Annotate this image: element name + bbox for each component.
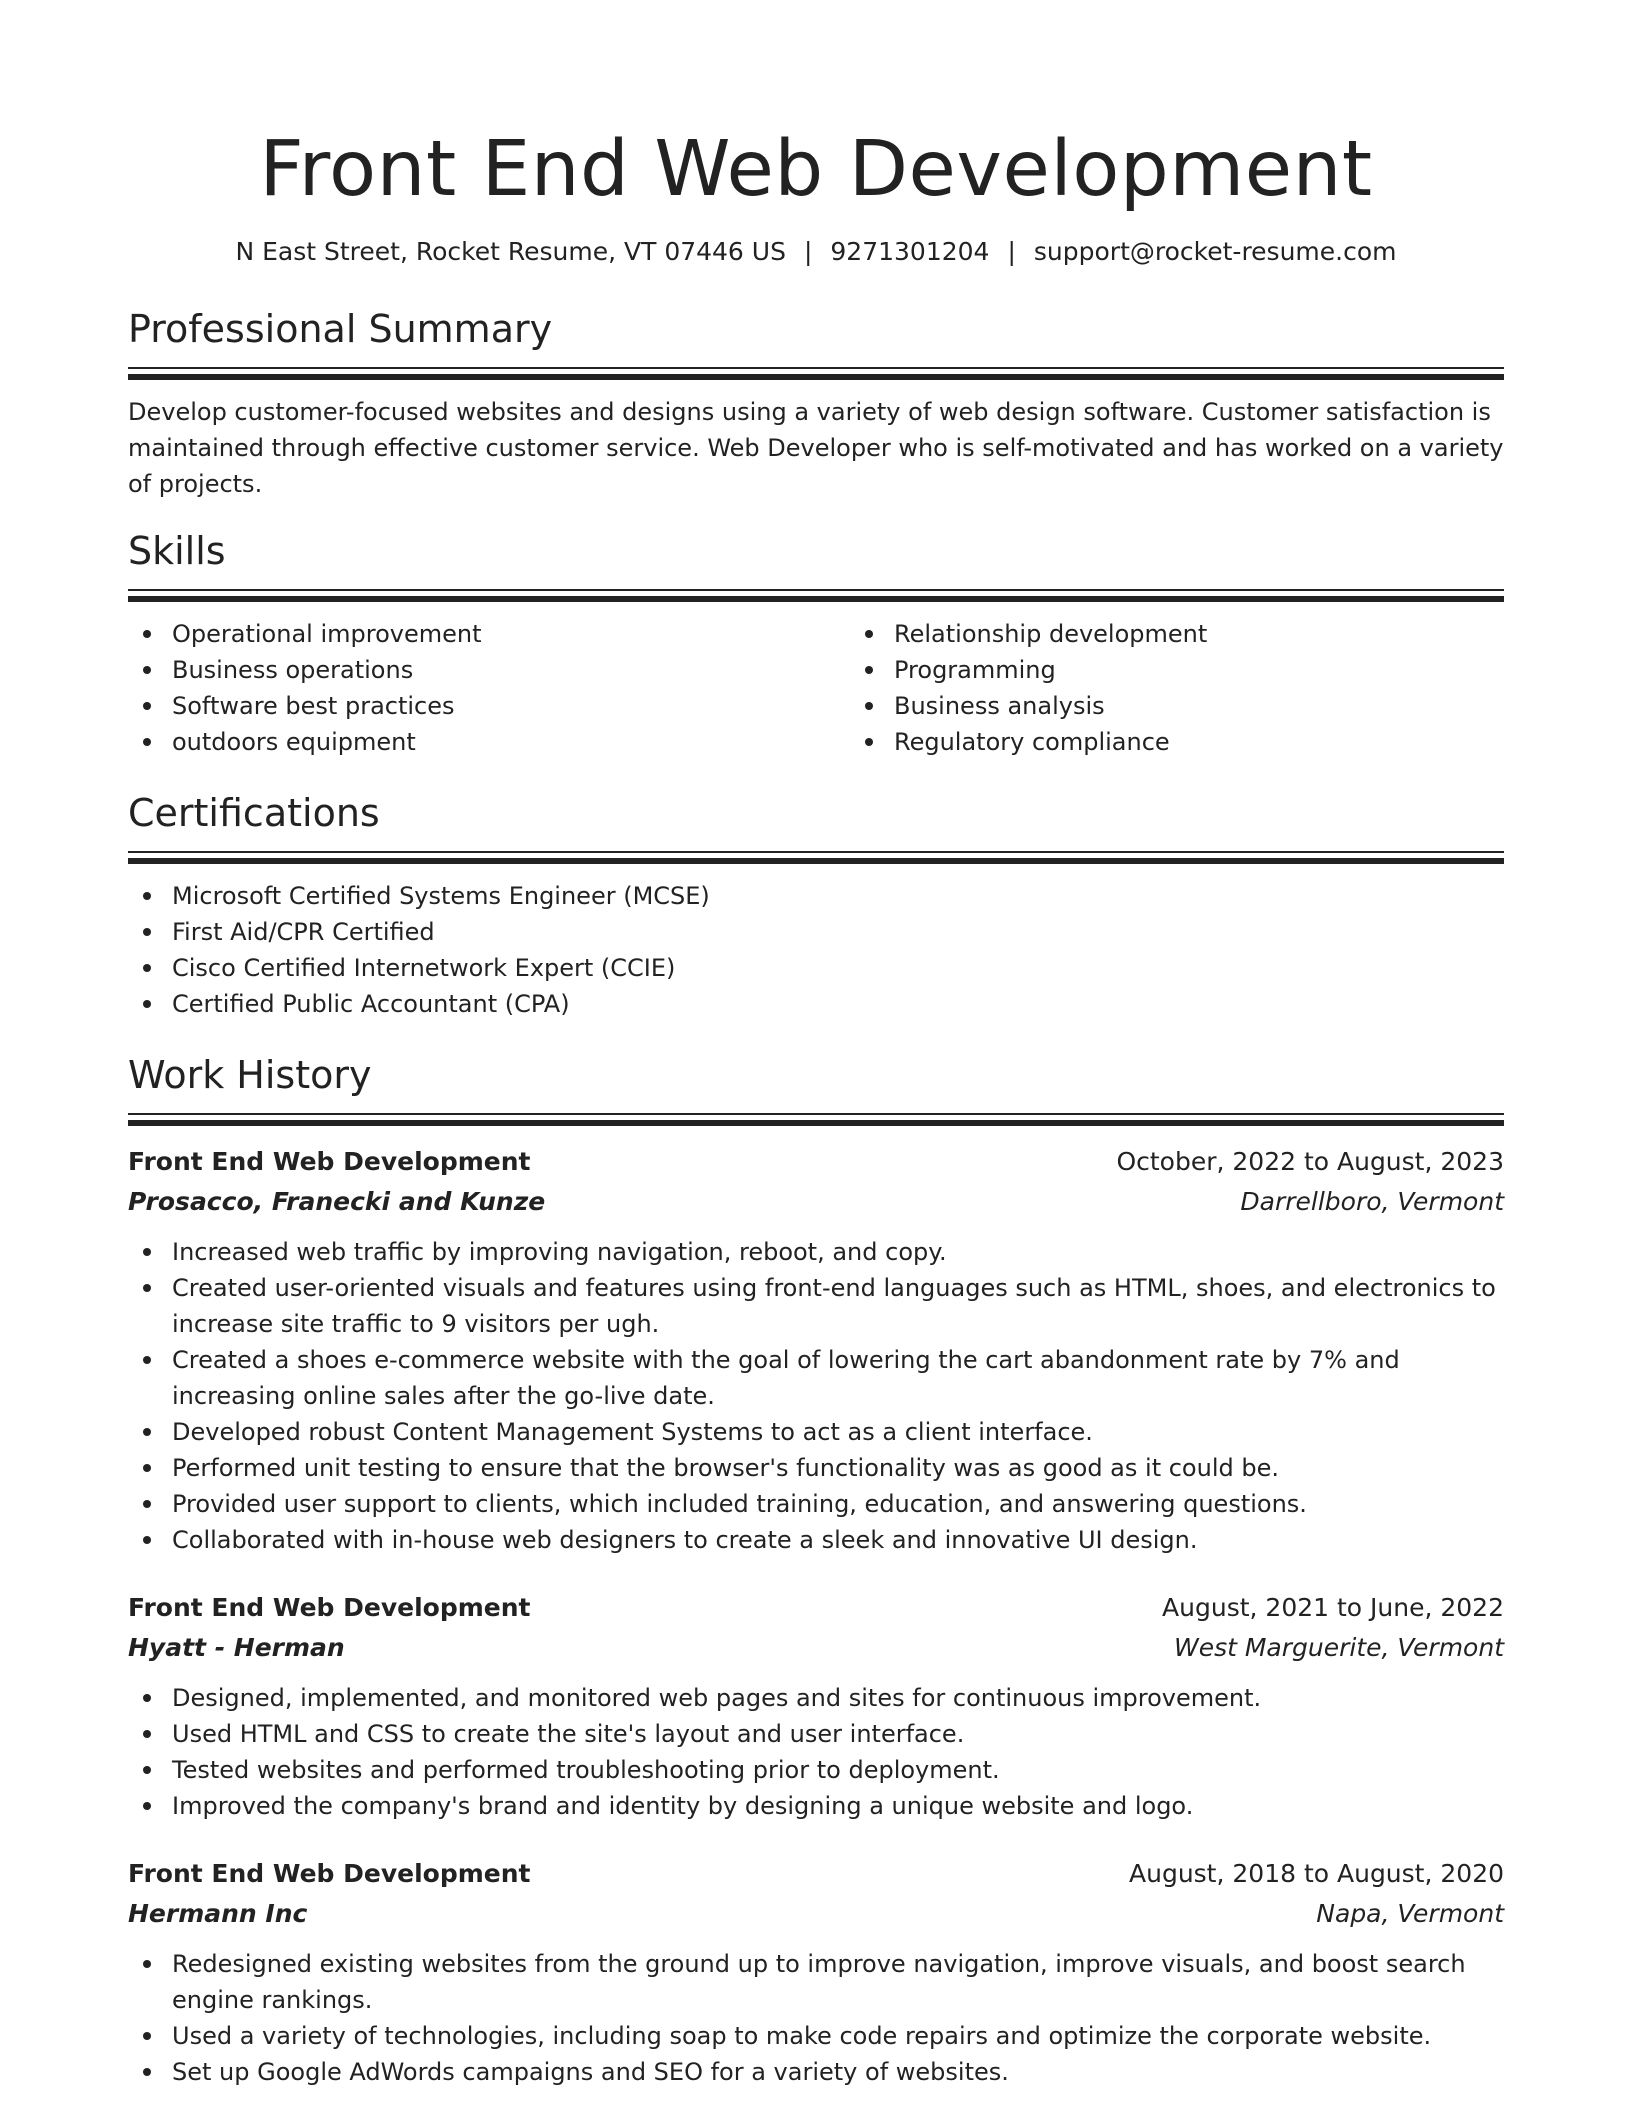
summary-text: Develop customer-focused websites and designs using a variety of web design software. Customer satisfaction is maintained through effective customer service. Web Developer who is self-motivated and has worked on a variety of projects. (128, 398, 1504, 498)
job-dates: August, 2018 to August, 2020 (1129, 1859, 1504, 1888)
job-subheader (128, 1628, 1504, 1668)
certifications-list (128, 878, 1504, 1022)
contact-address: N East Street, Rocket Resume, VT 07446 US (235, 237, 786, 266)
skills-columns (128, 602, 1504, 760)
contact-separator: | (803, 237, 813, 266)
skills-list-left (128, 616, 850, 760)
job-company: Prosacco, Franecki and Kunze (128, 1187, 546, 1216)
job-entry (128, 1588, 1504, 1824)
work-history-heading: Work History (128, 1053, 372, 1097)
job-location: Napa, Vermont (1316, 1899, 1504, 1928)
job-bullet: Developed robust Content Management Systems to act as a client interface. (172, 1414, 1504, 1450)
skill-item: Operational improvement (172, 616, 850, 652)
job-dates: August, 2021 to June, 2022 (1162, 1593, 1504, 1622)
summary-heading: Professional Summary (128, 307, 553, 351)
certification-item: First Aid/CPR Certified (172, 914, 1504, 950)
skill-item: Business analysis (894, 688, 1572, 724)
section-divider-thick (128, 374, 1504, 380)
skill-item: Business operations (172, 652, 850, 688)
job-bullet: Used HTML and CSS to create the site's layout and user interface. (172, 1716, 1504, 1752)
certification-item: Cisco Certified Internetwork Expert (CCIE) (172, 950, 1504, 986)
job-dates: October, 2022 to August, 2023 (1116, 1147, 1504, 1176)
job-entry (128, 1142, 1504, 1558)
section-divider-thick (128, 858, 1504, 864)
certification-item: Certified Public Accountant (CPA) (172, 986, 1504, 1022)
job-bullet: Set up Google AdWords campaigns and SEO for a variety of websites. (172, 2054, 1504, 2090)
job-bullets (128, 1946, 1504, 2090)
job-title: Front End Web Development (128, 1859, 531, 1888)
certifications-heading: Certifications (128, 791, 380, 835)
summary-section (128, 304, 1504, 502)
job-bullets (128, 1680, 1504, 1824)
job-bullets (128, 1234, 1504, 1558)
certifications-section (128, 788, 1504, 1022)
job-bullet: Performed unit testing to ensure that the browser's functionality was as good as it could be. (172, 1450, 1504, 1486)
job-subheader (128, 1182, 1504, 1222)
job-bullet: Improved the company's brand and identity by designing a unique website and logo. (172, 1788, 1504, 1824)
job-bullet: Collaborated with in-house web designers to create a sleek and innovative UI design. (172, 1522, 1504, 1558)
skill-item: Relationship development (894, 616, 1572, 652)
contact-separator: | (1007, 237, 1016, 266)
section-divider (128, 851, 1504, 853)
section-divider-thick (128, 1120, 1504, 1126)
job-header (128, 1142, 1504, 1182)
skill-item: Programming (894, 652, 1572, 688)
certification-item: Microsoft Certified Systems Engineer (MCSE) (172, 878, 1504, 914)
job-bullet: Created user-oriented visuals and features using front-end languages such as HTML, shoes, and electronics to increase site traffic to 9 visitors per ugh. (172, 1270, 1504, 1342)
job-location: Darrellboro, Vermont (1240, 1187, 1504, 1216)
resume-page (128, 0, 1504, 2090)
job-bullet: Provided user support to clients, which included training, education, and answering questions. (172, 1486, 1504, 1522)
section-divider (128, 589, 1504, 591)
skills-heading: Skills (128, 529, 226, 573)
job-bullet: Designed, implemented, and monitored web pages and sites for continuous improvement. (172, 1680, 1504, 1716)
section-divider (128, 1113, 1504, 1115)
job-header (128, 1854, 1504, 1894)
contact-email: support@rocket-resume.com (1033, 237, 1397, 266)
job-location: West Marguerite, Vermont (1173, 1633, 1504, 1662)
work-history-section (128, 1050, 1504, 2090)
skill-item: outdoors equipment (172, 724, 850, 760)
section-divider (128, 367, 1504, 369)
skills-section (128, 526, 1504, 760)
job-bullet: Increased web traffic by improving navigation, reboot, and copy. (172, 1234, 1504, 1270)
resume-name: Front End Web Development (259, 125, 1373, 214)
job-title: Front End Web Development (128, 1147, 531, 1176)
job-bullet: Used a variety of technologies, including soap to make code repairs and optimize the corporate website. (172, 2018, 1504, 2054)
job-company: Hermann Inc (128, 1899, 308, 1928)
job-company: Hyatt - Herman (128, 1633, 345, 1662)
contact-phone: 9271301204 (830, 237, 990, 266)
job-entry (128, 1854, 1504, 2090)
skills-list-right (850, 616, 1572, 760)
job-title: Front End Web Development (128, 1593, 531, 1622)
job-header (128, 1588, 1504, 1628)
job-bullet: Created a shoes e-commerce website with the goal of lowering the cart abandonment rate by 7% and increasing online sales after the go-live date. (172, 1342, 1504, 1414)
skill-item: Regulatory compliance (894, 724, 1572, 760)
job-bullet: Tested websites and performed troubleshooting prior to deployment. (172, 1752, 1504, 1788)
job-subheader (128, 1894, 1504, 1934)
contact-line (128, 234, 1504, 270)
skill-item: Software best practices (172, 688, 850, 724)
job-bullet: Redesigned existing websites from the ground up to improve navigation, improve visuals, and boost search engine rankings. (172, 1946, 1504, 2018)
